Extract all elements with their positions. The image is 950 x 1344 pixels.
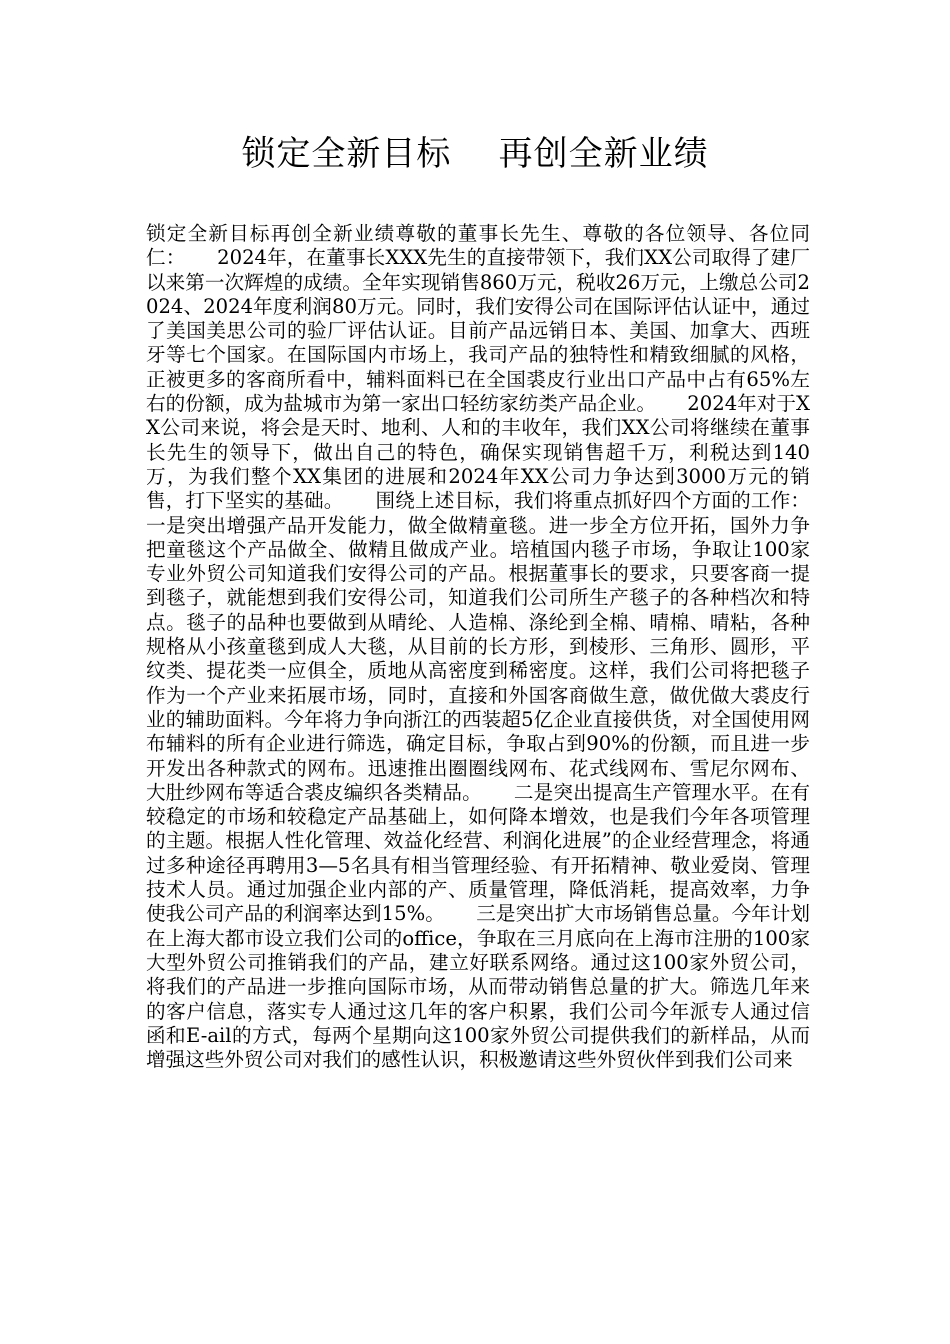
document-title: 锁定全新目标 再创全新业绩: [241, 134, 709, 174]
document-body: 锁定全新目标再创全新业绩尊敬的董事长先生、尊敬的各位领导、各位同仁： 2024年，在董事长XXX先生的直接带领下，我们XX公司取得了建厂以来第一次辉煌的成绩。全年实现销售860万元，税收26万元，上缴总公司2024、2024年度利润80万元。同时，我们安得公司在国际评估认证中，通过了美国美思公司的验厂评估认证。目前产品远销日本、美国、加拿大、西班牙等七个国家。在国际国内市场上，我司产品的独特性和精致细腻的风格，正被更多的客商所看中，辅料面料已在全国裘皮行业出口产品中占有65%左右的份额，成为盐城市为第一家出口轻纺家纺类产品企业。 2024年对于XX公司来说，将会是天时、地利、人和的丰收年，我们XX公司将继续在董事长先生的领导下，做出自己的特色，确保实现销售超千万，利税达到140万，为我们整个XX集团的进展和2024年XX公司力争达到3000万元的销售，打下坚实的基础。 围绕上述目标，我们将重点抓好四个方面的工作： 一是突出增强产品开发能力，做全做精童毯。进一步全方位开拓，国外力争把童毯这个产品做全、做精且做成产业。培植国内毯子市场，争取让100家专业外贸公司知道我们安得公司的产品。根据董事长的要求，只要客商一提到毯子，就能想到我们安得公司，知道我们公司所生产毯子的各种档次和特点。毯子的品种也要做到从晴纶、人造棉、涤纶到全棉、晴棉、晴粘，各种规格从小孩童毯到成人大毯，从目前的长方形，到棱形、三角形、圆形，平纹类、提花类一应俱全，质地从高密度到稀密度。这样，我们公司将把毯子作为一个产业来拓展市场，同时，直接和外国客商做生意，做优做大裘皮行业的辅助面料。今年将力争向浙江的西装超5亿企业直接供货，对全国使用网布辅料的所有企业进行筛选，确定目标，争取占到90%的份额，而且进一步开发出各种款式的网布。迅速推出圈圈线网布、花式线网布、雪尼尔网布、大肚纱网布等适合裘皮编织各类精品。 二是突出提高生产管理水平。在有较稳定的市场和较稳定产品基础上，如何降本增效，也是我们今年各项管理的主题。根据人性化管理、效益化经营、利润化进展”的企业经营理念，将通过多种途径再聘用3—5名具有相当管理经验、有开拓精神、敬业爱岗、管理技术人员。通过加强企业内部的产、质量管理，降低消耗，提高效率，力争使我公司产品的利润率达到15%。 三是突出扩大市场销售总量。今年计划在上海大都市设立我们公司的office，争取在三月底向在上海市注册的100家大型外贸公司推销我们的产品，建立好联系网络。通过这100家外贸公司，将我们的产品进一步推向国际市场，从而带动销售总量的扩大。筛选几年来的客户信息，落实专人通过这几年的客户积累，我们公司今年派专人通过信函和E-ail的方式，每两个星期向这100家外贸公司提供我们的新样品，从而增强这些外贸公司对我们的感性认识，积极邀请这些外贸伙伴到我们公司来: [146, 222, 842, 1072]
